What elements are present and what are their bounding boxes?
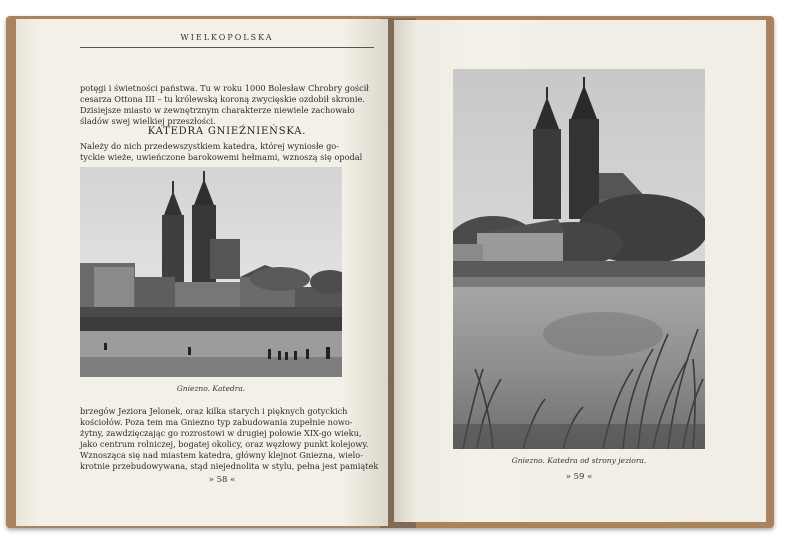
text-line: potęgi i świetności państwa. Tu w roku 1000 Bolesław Chrobry gościł xyxy=(80,83,369,93)
cathedral-lake-photo xyxy=(453,69,705,449)
text-line: krotnie przebudowywana, stąd niejednolita w stylu, pełna jest pamiątek xyxy=(80,461,379,471)
text-line: Wznosząca się nad miastem katedra, główny klejnot Gniezna, wielo- xyxy=(80,450,363,460)
page-number: » 59 « xyxy=(565,472,593,482)
text-line: tyckie wieże, uwieńczone barokowemi hełmami, wznoszą się opodal xyxy=(80,152,363,162)
text-line: cesarza Ottona III – tu królewską koroną zwycięskie ozdobił skronie. xyxy=(80,94,365,104)
running-head: WIELKOPOLSKA xyxy=(180,33,274,42)
page-number: » 58 « xyxy=(208,475,236,485)
paragraph-2 xyxy=(80,141,374,163)
paragraph-1 xyxy=(80,83,374,127)
text-line: jako centrum rolniczej, bogatej okolicy, oraz węzłowy punkt kolejowy. xyxy=(80,439,369,449)
section-title: KATEDRA GNIEŹNIEŃSKA. xyxy=(147,126,307,137)
header-rule xyxy=(80,47,374,48)
cathedral-town-photo xyxy=(80,167,342,377)
text-line: śladów swej wielkiej przeszłości. xyxy=(80,116,216,126)
text-line: Dzisiejsze miasto w zewnętrznym charakterze niewiele zachowało xyxy=(80,105,355,115)
text-line: żytny, zawdzięczając go rozrostowi w drugiej połowie XIX-go wieku, xyxy=(80,428,362,438)
text-line: brzegów Jeziora Jelonek, oraz kilka starych i pięknych gotyckich xyxy=(80,406,348,416)
photo-caption: Gniezno. Katedra. xyxy=(176,384,246,393)
text-line: Należy do nich przedewszystkiem katedra, której wyniosłe go- xyxy=(80,141,340,151)
photo-caption: Gniezno. Katedra od strony jeziora. xyxy=(511,456,647,465)
paragraph-3 xyxy=(80,406,379,472)
text-line: kościołów. Poza tem ma Gniezno typ zabudowania zupełnie nowo- xyxy=(80,417,353,427)
